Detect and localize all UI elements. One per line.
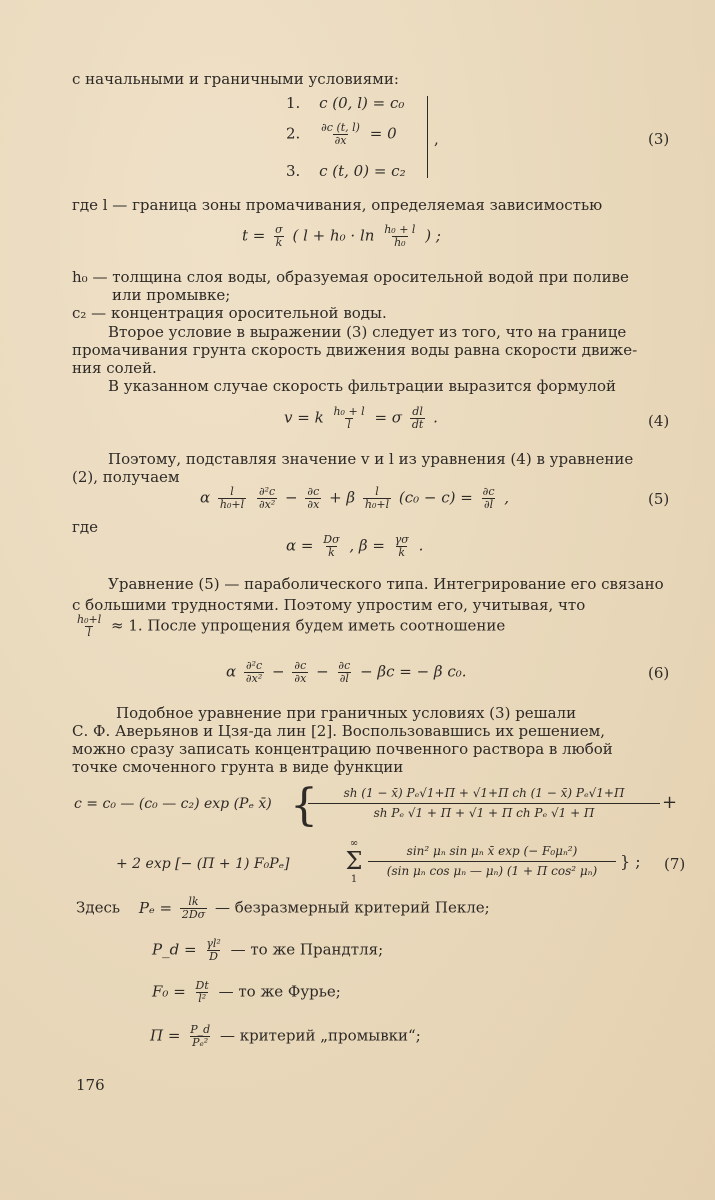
page-number: 176 [76, 1076, 105, 1094]
alpha-beta-end: . [418, 536, 424, 555]
eq6-frac3 [336, 660, 352, 685]
eq4-frac1-den: l [347, 418, 351, 431]
eq7b-sum-sign: Σ [345, 847, 363, 875]
t-formula-frac1-den: k [275, 236, 283, 249]
eq6-frac3-den: ∂l [339, 672, 349, 685]
eq5-alpha: α [200, 488, 211, 507]
eq5-frac2-den: ∂x² [258, 498, 276, 511]
eq7b-fraction-bar [368, 861, 616, 862]
condition-3 [286, 162, 406, 180]
condition-2 [286, 122, 397, 147]
eq6-frac3-num: ∂c [338, 659, 351, 672]
prandtl-text: — то же Прандтля; [230, 940, 384, 959]
paragraph-1-line2: промачивания грунта скорость движения воды равна скорости движе- [72, 341, 638, 359]
prandtl-frac [204, 938, 223, 963]
t-formula-frac2 [382, 224, 417, 249]
eq4-mid: = σ [374, 408, 403, 427]
p4-fraction-den: l [87, 626, 91, 639]
condition-1 [286, 94, 404, 112]
eq5-frac2-num: ∂²c [258, 485, 276, 498]
eq6-end: − βc = − β c₀. [360, 662, 467, 681]
eq5-frac4 [363, 486, 391, 511]
t-formula-end: ) ; [425, 226, 441, 245]
eq7-numerator: sh (1 − x̄) Pₑ√1+Π + √1+Π ch (1 − x̄) Pₑ√1+Π [343, 786, 625, 800]
eq7-lhs: c = c₀ — (c₀ — c₂) exp (Pₑ x̄) [74, 796, 272, 812]
paragraph-5-line2: С. Ф. Аверьянов и Цзя-да лин [2]. Воспользовавшись их решением, [72, 722, 606, 740]
fourier-frac [194, 980, 211, 1005]
paragraph-4-line2: с большими трудностями. Поэтому упростим его, учитывая, что [72, 596, 586, 614]
eq5-frac4-den: h₀+l [364, 498, 390, 511]
eq6-frac1-num: ∂²c [245, 659, 263, 672]
definition-fourier [152, 980, 341, 1005]
washing-text: — критерий „промывки“; [219, 1026, 421, 1045]
eq4-frac2-num: dl [412, 405, 423, 418]
conditions-brace [423, 96, 428, 178]
definition-prandtl [152, 938, 383, 963]
beta-frac-den: k [398, 546, 406, 559]
eq6-frac2 [292, 660, 308, 685]
alpha-frac-den: k [328, 546, 335, 559]
eq4-label: (4) [648, 412, 670, 430]
washing-lhs: Π = [150, 1026, 181, 1045]
paragraph-3-line2: (2), получаем [72, 468, 180, 486]
eq5-frac3-den: ∂x [307, 498, 320, 511]
eq4-frac2-den: dt [411, 418, 424, 431]
eq6-frac1-den: ∂x² [245, 672, 263, 685]
eq5-label: (5) [648, 490, 670, 508]
t-formula-lhs: t = [242, 226, 266, 245]
definition-washing [150, 1024, 421, 1049]
eq6-minus1: − [272, 662, 285, 681]
p4-rest: ≈ 1. После упрощения будем иметь соотношение [111, 616, 506, 635]
paragraph-5-line4: точке смоченного грунта в виде функции [72, 758, 404, 776]
condition-2-number: 2. [286, 124, 301, 143]
fourier-lhs: F₀ = [152, 982, 186, 1001]
eq7b-sum-bottom: 1 [350, 874, 358, 885]
eq5-frac4-num: l [375, 485, 379, 498]
alpha-frac [321, 534, 341, 559]
paragraph-1-line1: Второе условие в выражении (3) следует из того, что на границе [108, 323, 627, 341]
eq7b-denominator: (sin μₙ cos μₙ — μₙ) (1 + Π cos² μₙ) [386, 864, 598, 878]
peclet-lhs: Pₑ = [138, 898, 173, 917]
where-l-line: где l — граница зоны промачивания, определяемая зависимостью [72, 196, 603, 214]
eq7b-close: } ; [620, 852, 641, 871]
alpha-lhs: α = [286, 536, 314, 555]
peclet-frac-num: lk [188, 895, 199, 908]
eq5-end: , [504, 488, 510, 507]
condition-1-number: 1. [286, 94, 301, 112]
eq5-frac5-num: ∂c [482, 485, 495, 498]
eq7b-numerator: sin² μₙ sin μₙ x̄ exp (− F₀μₙ²) [406, 844, 578, 858]
condition-2-denominator: ∂x [334, 134, 347, 147]
eq7-fraction-bar [308, 803, 660, 804]
eq3-label: (3) [648, 130, 670, 148]
fourier-frac-num: Dt [195, 979, 209, 992]
t-formula-frac2-num: h₀ + l [384, 223, 416, 236]
conditions-comma: , [434, 130, 439, 148]
eq4-frac1-num: h₀ + l [333, 405, 365, 418]
t-formula-mid: ( l + h₀ · ln [292, 226, 375, 245]
alpha-frac-num: Dσ [323, 533, 340, 546]
equation-4 [284, 406, 438, 431]
paragraph-2: В указанном случае скорость фильтрации выразится формулой [108, 377, 617, 395]
paragraph-5-line3: можно сразу записать концентрацию почвенного раствора в любой [72, 740, 613, 758]
t-formula [242, 224, 441, 249]
condition-2-fraction [319, 122, 362, 147]
eq7b-lhs: + 2 exp [− (Π + 1) F₀Pₑ] [116, 856, 290, 872]
condition-2-rhs: = 0 [369, 124, 397, 143]
eq5-frac3 [305, 486, 321, 511]
fourier-frac-den: l² [198, 992, 207, 1005]
eq6-frac2-num: ∂c [294, 659, 307, 672]
eq5-frac5 [481, 486, 497, 511]
eq5-plus-beta: + β [329, 488, 356, 507]
eq4-lhs: v = k [284, 408, 324, 427]
p4-fraction [75, 614, 103, 639]
eq6-minus2: − [316, 662, 329, 681]
definition-lead: Здесь [76, 898, 121, 917]
prandtl-frac-num: γl² [206, 937, 221, 950]
paragraph-4-line1: Уравнение (5) — параболического типа. Интегрирование его связано [108, 575, 664, 593]
washing-frac-num: P_d [190, 1023, 211, 1036]
paragraph-5-line1: Подобное уравнение при граничных условиях (3) решали [116, 704, 577, 722]
eq6-label: (6) [648, 664, 670, 682]
paragraph-3-line1: Поэтому, подставляя значение v и l из уравнения (4) в уравнение [108, 450, 634, 468]
eq7-label: (7) [664, 855, 686, 873]
condition-1-expr: c (0, l) = c₀ [319, 94, 405, 112]
eq6-frac2-den: ∂x [294, 672, 307, 685]
c2-definition-line: c₂ — концентрация оросительной воды. [72, 304, 387, 322]
prandtl-frac-den: D [209, 950, 218, 963]
definition-peclet [76, 896, 490, 921]
eq5-frac1-den: h₀+l [219, 498, 245, 511]
peclet-frac-den: 2Dσ [181, 908, 206, 921]
condition-3-number: 3. [286, 162, 301, 180]
t-formula-frac2-den: h₀ [394, 236, 406, 249]
eq5-term: (c₀ − c) = [398, 488, 473, 507]
eq5-frac1 [218, 486, 246, 511]
p4-fraction-num: h₀+l [77, 613, 102, 626]
eq6-alpha: α [226, 662, 237, 681]
washing-frac-den: Pₑ² [192, 1036, 209, 1049]
washing-frac [188, 1024, 212, 1049]
peclet-frac [180, 896, 207, 921]
condition-3-expr: c (t, 0) = c₂ [319, 162, 406, 180]
equation-6 [226, 660, 467, 685]
h0-definition-line1: h₀ — толщина слоя воды, образуемая оросительной водой при поливе [72, 268, 629, 286]
eq4-frac1 [331, 406, 366, 431]
beta-frac-num: γσ [394, 533, 409, 546]
alpha-beta-definition [286, 534, 423, 559]
peclet-text: — безразмерный критерий Пекле; [214, 898, 490, 917]
paragraph-1-line3: ния солей. [72, 359, 157, 377]
eq5-frac2 [257, 486, 277, 511]
prandtl-lhs: P_d = [152, 940, 197, 959]
h0-definition-line2: или промывке; [112, 286, 231, 304]
where-2: где [72, 518, 98, 536]
eq4-end: . [433, 408, 438, 427]
eq5-frac5-den: ∂l [483, 498, 494, 511]
eq5-frac1-num: l [230, 485, 234, 498]
eq7-denominator: sh Pₑ √1 + Π + √1 + Π ch Pₑ √1 + Π [373, 806, 595, 820]
eq7b-sum-top: ∞ [349, 838, 359, 849]
equation-5 [200, 486, 509, 511]
condition-2-numerator: ∂c (t, l) [321, 121, 360, 134]
eq7-open-brace: { [290, 780, 318, 831]
beta-lhs: , β = [349, 536, 385, 555]
paragraph-4-line3 [72, 614, 505, 639]
beta-frac [393, 534, 411, 559]
eq5-frac3-num: ∂c [307, 485, 320, 498]
intro-line: с начальными и граничными условиями: [72, 70, 399, 88]
eq5-minus: − [285, 488, 298, 507]
eq7-plus: + [662, 792, 678, 813]
fourier-text: — то же Фурье; [218, 982, 341, 1001]
t-formula-frac1-num: σ [275, 223, 283, 236]
t-formula-frac1 [273, 224, 285, 249]
eq4-frac2 [410, 406, 425, 431]
eq6-frac1 [244, 660, 264, 685]
